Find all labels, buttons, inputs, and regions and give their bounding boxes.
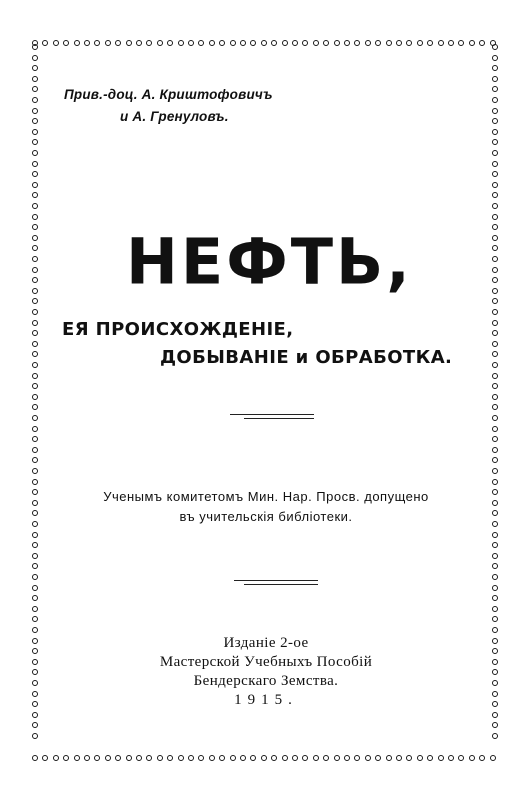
border-ring	[32, 277, 38, 283]
border-ring	[271, 40, 277, 46]
border-ring	[492, 394, 498, 400]
border-ring	[32, 595, 38, 601]
border-ring	[105, 40, 111, 46]
border-ring	[492, 277, 498, 283]
publication-year: 1915.	[234, 692, 298, 708]
border-ring	[32, 436, 38, 442]
border-ring	[146, 40, 152, 46]
border-ring	[406, 755, 412, 761]
border-ring	[240, 755, 246, 761]
border-ring	[365, 40, 371, 46]
divider-rule-2	[234, 580, 318, 581]
border-ring	[209, 40, 215, 46]
border-ring	[157, 755, 163, 761]
border-ring	[492, 298, 498, 304]
border-ring	[32, 288, 38, 294]
border-ring	[32, 415, 38, 421]
border-ring	[250, 40, 256, 46]
border-ring	[63, 755, 69, 761]
border-ring	[136, 40, 142, 46]
border-ring	[490, 755, 496, 761]
border-ring	[32, 341, 38, 347]
border-ring	[492, 722, 498, 728]
border-ring	[492, 118, 498, 124]
border-ring	[32, 44, 38, 50]
border-ring	[32, 447, 38, 453]
border-ring	[492, 235, 498, 241]
border-ring	[492, 627, 498, 633]
border-ring	[32, 161, 38, 167]
border-ring	[32, 733, 38, 739]
border-ring	[198, 40, 204, 46]
border-ring	[32, 426, 38, 432]
border-ring	[32, 755, 38, 761]
divider-rule-2b	[244, 584, 318, 585]
border-ring	[219, 755, 225, 761]
edition-line: Изданіе 2-ое	[223, 635, 309, 651]
border-ring	[354, 755, 360, 761]
border-ring	[32, 182, 38, 188]
border-ring	[74, 755, 80, 761]
border-ring	[438, 40, 444, 46]
border-ring	[492, 479, 498, 485]
border-ring	[63, 40, 69, 46]
border-ring	[32, 542, 38, 548]
border-ring	[32, 479, 38, 485]
border-ring	[492, 129, 498, 135]
border-ring	[32, 129, 38, 135]
border-ring	[492, 733, 498, 739]
border-ring	[492, 108, 498, 114]
border-ring	[115, 755, 121, 761]
border-ring	[417, 40, 423, 46]
border-ring	[396, 40, 402, 46]
border-ring	[292, 755, 298, 761]
border-ring	[32, 712, 38, 718]
border-ring	[32, 65, 38, 71]
border-ring	[32, 320, 38, 326]
border-ring	[32, 585, 38, 591]
border-ring	[492, 150, 498, 156]
border-ring	[32, 256, 38, 262]
border-ring	[32, 171, 38, 177]
border-ring	[492, 320, 498, 326]
border-ring	[492, 542, 498, 548]
border-ring	[492, 585, 498, 591]
border-ring	[479, 755, 485, 761]
border-ring	[448, 40, 454, 46]
border-ring	[126, 755, 132, 761]
border-ring	[492, 373, 498, 379]
border-ring	[375, 40, 381, 46]
border-ring	[492, 415, 498, 421]
border-ring	[492, 563, 498, 569]
border-ring	[74, 40, 80, 46]
border-ring	[32, 214, 38, 220]
border-ring	[469, 40, 475, 46]
border-ring	[492, 383, 498, 389]
border-ring	[32, 373, 38, 379]
border-ring	[32, 532, 38, 538]
border-ring	[469, 755, 475, 761]
border-ring	[492, 214, 498, 220]
border-ring	[492, 256, 498, 262]
border-ring	[492, 44, 498, 50]
border-ring	[386, 40, 392, 46]
border-ring	[492, 267, 498, 273]
border-ring	[32, 404, 38, 410]
border-ring	[250, 755, 256, 761]
border-ring	[230, 755, 236, 761]
border-ring	[492, 192, 498, 198]
border-ring	[492, 595, 498, 601]
border-ring	[32, 553, 38, 559]
border-ring	[492, 86, 498, 92]
border-ring	[32, 139, 38, 145]
border-ring	[302, 755, 308, 761]
border-ring	[292, 40, 298, 46]
border-ring	[32, 55, 38, 61]
border-ring	[32, 245, 38, 251]
subtitle-line-2: ДОБЫВАНІЕ и ОБРАБОТКА.	[160, 347, 453, 368]
border-ring	[32, 563, 38, 569]
border-ring	[84, 755, 90, 761]
border-ring	[492, 97, 498, 103]
publisher-line-2: Бендерскаго Земства.	[193, 673, 339, 689]
border-ring	[53, 40, 59, 46]
border-ring	[32, 351, 38, 357]
border-ring	[492, 76, 498, 82]
border-ring	[492, 404, 498, 410]
border-ring	[157, 40, 163, 46]
border-ring	[32, 192, 38, 198]
divider-rule-1b	[244, 418, 314, 419]
border-ring	[32, 309, 38, 315]
border-ring	[94, 755, 100, 761]
publisher-line-1: Мастерской Учебныхъ Пособій	[159, 654, 373, 670]
border-ring	[167, 755, 173, 761]
border-ring	[375, 755, 381, 761]
border-ring	[188, 40, 194, 46]
border-ring	[32, 383, 38, 389]
approval-line-1: Ученымъ комитетомъ Мин. Нар. Просв. допущено	[103, 489, 429, 504]
border-ring	[261, 755, 267, 761]
ornamental-border-top	[32, 40, 502, 48]
border-ring	[492, 224, 498, 230]
border-ring	[178, 755, 184, 761]
border-ring	[492, 351, 498, 357]
border-ring	[146, 755, 152, 761]
border-ring	[427, 40, 433, 46]
border-ring	[32, 150, 38, 156]
border-ring	[94, 40, 100, 46]
border-ring	[115, 40, 121, 46]
book-title: НЕФТЬ,	[126, 224, 413, 299]
border-ring	[492, 288, 498, 294]
border-ring	[365, 755, 371, 761]
approval-line-2: въ учительскія библіотеки.	[179, 509, 353, 524]
border-ring	[282, 755, 288, 761]
border-ring	[492, 139, 498, 145]
border-ring	[105, 755, 111, 761]
border-ring	[458, 40, 464, 46]
border-ring	[198, 755, 204, 761]
border-ring	[42, 40, 48, 46]
border-ring	[458, 755, 464, 761]
border-ring	[396, 755, 402, 761]
border-ring	[417, 755, 423, 761]
subtitle-line-1: ЕЯ ПРОИСХОЖДЕНІЕ,	[62, 319, 294, 340]
border-ring	[492, 161, 498, 167]
border-ring	[492, 436, 498, 442]
border-ring	[313, 755, 319, 761]
border-ring	[178, 40, 184, 46]
border-ring	[344, 755, 350, 761]
border-ring	[53, 755, 59, 761]
border-ring	[302, 40, 308, 46]
border-ring	[32, 574, 38, 580]
border-ring	[492, 65, 498, 71]
border-ring	[427, 755, 433, 761]
border-ring	[492, 457, 498, 463]
border-ring	[32, 203, 38, 209]
border-ring	[492, 712, 498, 718]
border-ring	[32, 76, 38, 82]
border-ring	[386, 755, 392, 761]
border-ring	[492, 532, 498, 538]
imprint-block	[0, 634, 532, 710]
border-ring	[492, 574, 498, 580]
border-ring	[492, 309, 498, 315]
authors-block	[64, 84, 273, 128]
border-ring	[32, 394, 38, 400]
border-ring	[492, 553, 498, 559]
border-ring	[492, 171, 498, 177]
border-ring	[492, 203, 498, 209]
author-line-1: Прив.-доц. А. Криштофовичъ	[64, 87, 273, 102]
border-ring	[32, 298, 38, 304]
border-ring	[32, 457, 38, 463]
border-ring	[492, 362, 498, 368]
border-ring	[167, 40, 173, 46]
border-ring	[84, 40, 90, 46]
border-ring	[323, 40, 329, 46]
border-ring	[334, 755, 340, 761]
author-line-2: и А. Гренуловъ.	[120, 109, 229, 124]
border-ring	[492, 447, 498, 453]
border-ring	[492, 341, 498, 347]
border-ring	[32, 468, 38, 474]
border-ring	[32, 362, 38, 368]
border-ring	[32, 722, 38, 728]
border-ring	[32, 224, 38, 230]
border-ring	[32, 616, 38, 622]
border-ring	[492, 245, 498, 251]
border-ring	[32, 627, 38, 633]
border-ring	[261, 40, 267, 46]
border-ring	[492, 55, 498, 61]
border-ring	[271, 755, 277, 761]
border-ring	[282, 40, 288, 46]
border-ring	[126, 40, 132, 46]
border-ring	[42, 755, 48, 761]
border-ring	[32, 86, 38, 92]
border-ring	[334, 40, 340, 46]
border-ring	[230, 40, 236, 46]
border-ring	[492, 330, 498, 336]
border-ring	[344, 40, 350, 46]
border-ring	[492, 468, 498, 474]
border-ring	[492, 426, 498, 432]
border-ring	[438, 755, 444, 761]
border-ring	[188, 755, 194, 761]
border-ring	[492, 616, 498, 622]
border-ring	[136, 755, 142, 761]
border-ring	[32, 108, 38, 114]
approval-note	[0, 487, 532, 527]
divider-rule-1	[230, 414, 314, 415]
ornamental-border-bottom	[32, 755, 502, 763]
border-ring	[323, 755, 329, 761]
border-ring	[219, 40, 225, 46]
border-ring	[448, 755, 454, 761]
border-ring	[406, 40, 412, 46]
border-ring	[479, 40, 485, 46]
border-ring	[354, 40, 360, 46]
border-ring	[32, 330, 38, 336]
border-ring	[32, 267, 38, 273]
border-ring	[32, 118, 38, 124]
border-ring	[32, 606, 38, 612]
border-ring	[313, 40, 319, 46]
border-ring	[32, 235, 38, 241]
border-ring	[32, 97, 38, 103]
border-ring	[209, 755, 215, 761]
border-ring	[492, 606, 498, 612]
border-ring	[240, 40, 246, 46]
border-ring	[492, 182, 498, 188]
